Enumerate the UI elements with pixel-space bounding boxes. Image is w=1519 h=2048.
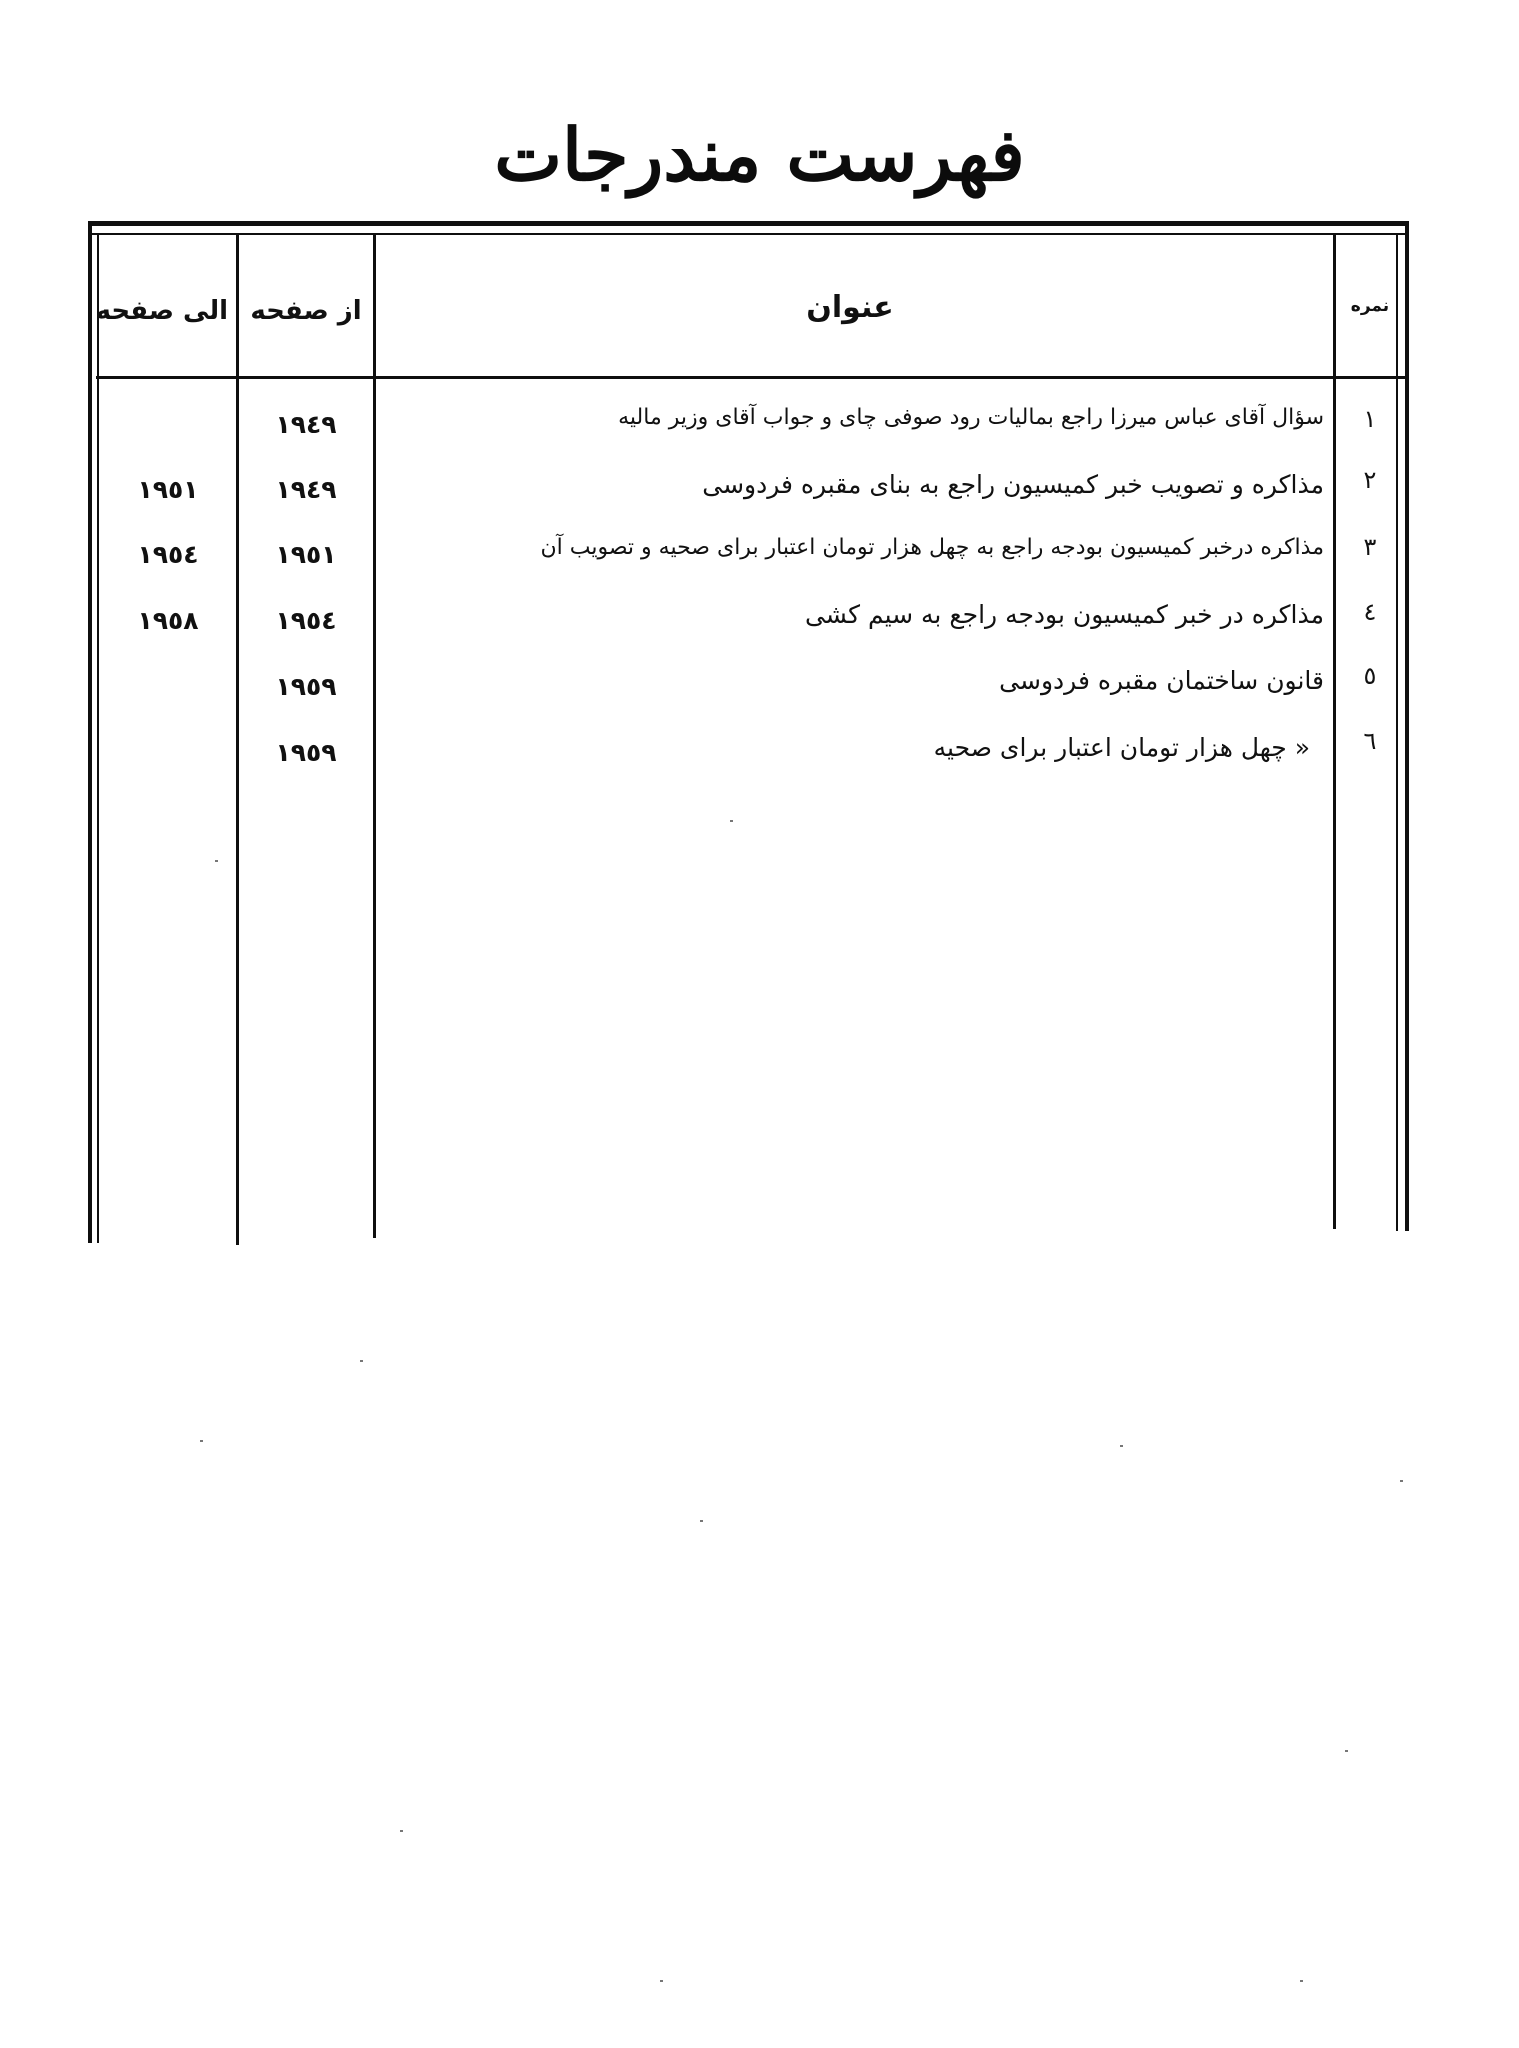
row-number: ٢: [1363, 466, 1377, 494]
row-number: ٥: [1363, 662, 1377, 690]
row-number: ٤: [1363, 598, 1377, 626]
row-from-page: ١٩٤٩: [275, 410, 337, 439]
row-from-page: ١٩٥٤: [275, 606, 337, 635]
column-header-number: نمره: [1350, 296, 1390, 316]
row-to-page: ١٩٥٨: [137, 606, 199, 635]
scan-speck: [660, 1980, 663, 1982]
scan-speck: [1300, 1980, 1303, 1982]
table-right-border: [1405, 221, 1409, 1231]
row-title: مذاکره و تصویب خبر کمیسیون راجع به بنای مقبره فردوسی: [702, 470, 1324, 499]
scan-speck: [730, 820, 733, 822]
row-number: ١: [1363, 405, 1377, 433]
row-from-page: ١٩٥٩: [275, 738, 337, 767]
header-divider: [96, 376, 1406, 379]
scan-speck: [215, 860, 218, 862]
row-title: مذاکره درخبر کمیسیون بودجه راجع به چهل هزار تومان اعتبار برای صحیه و تصویب آن: [540, 535, 1324, 560]
row-title: سؤال آقای عباس میرزا راجع بمالیات رود صوفی چای و جواب آقای وزیر مالیه: [618, 405, 1324, 430]
scan-speck: [400, 1830, 403, 1832]
column-header-title: عنوان: [806, 290, 894, 325]
scan-speck: [1120, 1445, 1123, 1447]
row-title: « چهل هزار تومان اعتبار برای صحیه: [933, 733, 1310, 762]
scan-speck: [1345, 1750, 1348, 1752]
row-title: قانون ساختمان مقبره فردوسی: [999, 666, 1324, 695]
row-number: ٣: [1363, 533, 1377, 561]
column-header-to-page: الی صفحه: [95, 296, 228, 326]
scan-speck: [1400, 1480, 1403, 1482]
scan-speck: [360, 1360, 363, 1362]
row-number: ٦: [1363, 727, 1377, 755]
divider-from-title: [373, 233, 376, 1238]
column-header-from-page: از صفحه: [250, 296, 362, 326]
table-top-rule: [88, 221, 1409, 226]
row-from-page: ١٩٤٩: [275, 475, 337, 504]
table-left-border: [88, 221, 92, 1243]
divider-title-number: [1333, 233, 1336, 1229]
table-left-border-inner: [97, 233, 99, 1243]
row-to-page: ١٩٥٤: [137, 540, 199, 569]
row-from-page: ١٩٥٩: [275, 672, 337, 701]
scan-speck: [700, 1520, 703, 1522]
table-top-rule-inner: [88, 233, 1409, 235]
row-from-page: ١٩٥١: [275, 540, 337, 569]
row-to-page: ١٩٥١: [137, 475, 199, 504]
table-right-border-inner: [1396, 233, 1398, 1231]
row-title: مذاکره در خبر کمیسیون بودجه راجع به سیم کشی: [804, 600, 1324, 629]
scan-speck: [200, 1440, 203, 1442]
page-title: فهرست مندرجات: [494, 112, 1025, 197]
divider-to-from: [236, 233, 239, 1245]
